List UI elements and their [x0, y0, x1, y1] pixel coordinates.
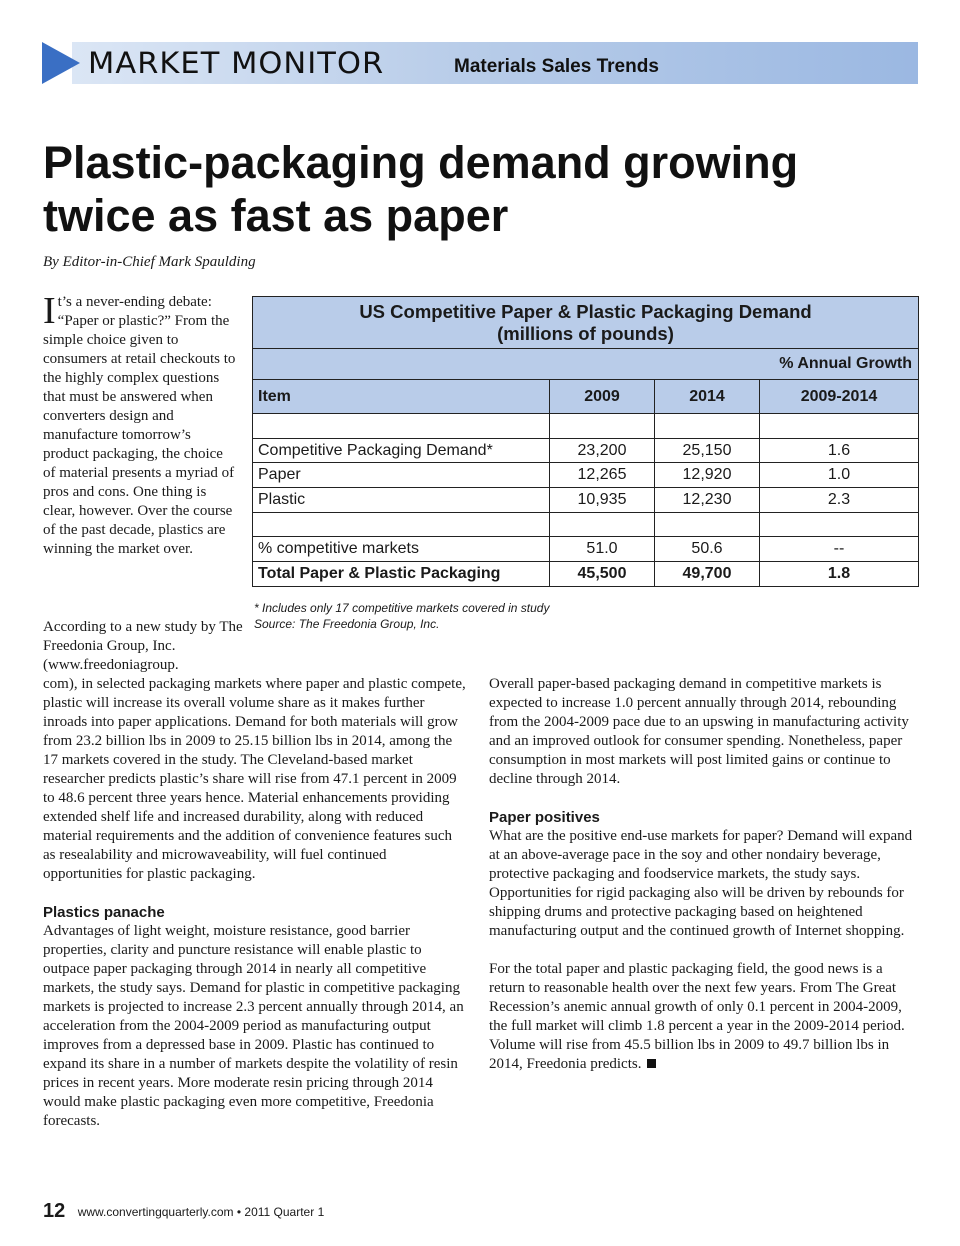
table-row: Paper 12,265 12,920 1.0	[253, 463, 919, 488]
left-para-1: com), in selected packaging markets where paper and plastic compete, plastic will increase its overall volume share as it makes further inroads into paper applications. Demand for both materials will grow from 23.2 billion lbs in 2009 to 25.15 billion lbs in 2014, among the 17 markets covered in the study. The Cleveland-based market researcher predicts plastic’s share will rise from 47.1 percent in 2009 to 48.6 percent three years hence. Material enhancements providing extended shelf life and increased durability, along with reduced material requirements and the addition of convenience features such as resealability and microwaveability, will fuel continued opportunities for plastic packaging.	[43, 676, 466, 882]
section-title: MARKET MONITOR	[88, 46, 385, 80]
intro-paragraph-2: According to a new study by The Freedonia Group, Inc. (www.freedoniagroup.	[43, 619, 243, 673]
left-column	[43, 675, 468, 1131]
col-header-2009: 2009	[550, 380, 655, 414]
page-footer	[43, 1200, 324, 1223]
left-para-2: Advantages of light weight, moisture resistance, good barrier properties, clarity and puncture resistance will enable plastic to outpace paper packaging through 2014 in nearly all competitive markets, the study says. Demand for plastic in competitive packaging markets is projected to increase 2.3 percent annually through 2014, an acceleration from the 2004-2009 period as manufacturing output improves from a depressed base in 2009. Plastic has continued to expand its share in a number of markets despite the volatility of resin prices in recent years. More moderate resin pricing through 2014 would make plastic packaging even more competitive, Freedonia forecasts.	[43, 923, 464, 1129]
table-row-empty	[253, 414, 919, 439]
drop-cap: I	[43, 290, 56, 332]
col-header-growth: 2009-2014	[760, 380, 919, 414]
right-para-3	[489, 960, 914, 1074]
table-title: US Competitive Paper & Plastic Packaging Demand (millions of pounds)	[253, 297, 919, 349]
end-mark-icon	[647, 1059, 656, 1068]
growth-label: % Annual Growth	[253, 349, 919, 380]
col-header-2014: 2014	[655, 380, 760, 414]
right-para-1: Overall paper-based packaging demand in competitive markets is expected to increase 1.0 percent annually through 2014, rebounding from the 2004-2009 pace due to an upswing in manufacturing activity and an improved outlook for consumer spending. Nonetheless, paper consumption in most markets will post limited gains or continue to decline through 2014.	[489, 676, 909, 787]
table-row-total: Total Paper & Plastic Packaging 45,500 49,700 1.8	[253, 562, 919, 587]
demand-table	[252, 296, 919, 587]
right-column	[489, 675, 914, 1074]
right-para-2: What are the positive end-use markets for paper? Demand will expand at an above-average pace in the soy and other nondairy beverage, protective packaging and foodservice markets, the study says. Opportunities for rigid packaging also will be driven by rebounds for shipping drums and protective packaging based on heightened manufacturing output and the continued growth of Internet shopping.	[489, 828, 913, 939]
subhead-plastics: Plastics panache	[43, 904, 165, 921]
table-row: Plastic 10,935 12,230 2.3	[253, 488, 919, 513]
table-footnote: * Includes only 17 competitive markets covered in study Source: The Freedonia Group, Inc.	[254, 601, 550, 631]
table-row: Competitive Packaging Demand* 23,200 25,150 1.6	[253, 438, 919, 463]
table-row: % competitive markets 51.0 50.6 --	[253, 537, 919, 562]
col-header-item: Item	[253, 380, 550, 414]
article-headline: Plastic-packaging demand growing twice as fast as paper	[43, 137, 799, 241]
article-byline: By Editor-in-Chief Mark Spaulding	[43, 254, 256, 270]
section-subtitle: Materials Sales Trends	[454, 56, 659, 77]
right-para-3-text: For the total paper and plastic packaging field, the good news is a return to reasonable health over the next few years. From The Great Recession’s anemic annual growth of only 0.1 percent in 2004-2009, the full market will climb 1.8 percent a year in the 2009-2014 period. Volume will rise from 45.5 billion lbs in 2009 to 49.7 billion lbs in 2014, Freedonia predicts.	[489, 961, 905, 1072]
intro-paragraph	[43, 290, 238, 559]
header-banner	[42, 42, 918, 84]
footer-site: www.convertingquarterly.com • 2011 Quarter 1	[77, 1204, 325, 1219]
table-row-empty	[253, 512, 919, 537]
play-triangle-icon	[42, 42, 80, 84]
subhead-paper: Paper positives	[489, 809, 600, 826]
intro-text: t’s a never-ending debate: “Paper or plastic?” From the simple choice given to consumers at retail checkouts to the highly complex questions that must be answered when converters design and manufacture tomorrow’s product packaging, the choice of material presents a myriad of pros and cons. One thing is clear, however. Over the course of the past decade, plastics are winning the market over.	[43, 294, 236, 557]
page-number: 12	[43, 1200, 66, 1222]
